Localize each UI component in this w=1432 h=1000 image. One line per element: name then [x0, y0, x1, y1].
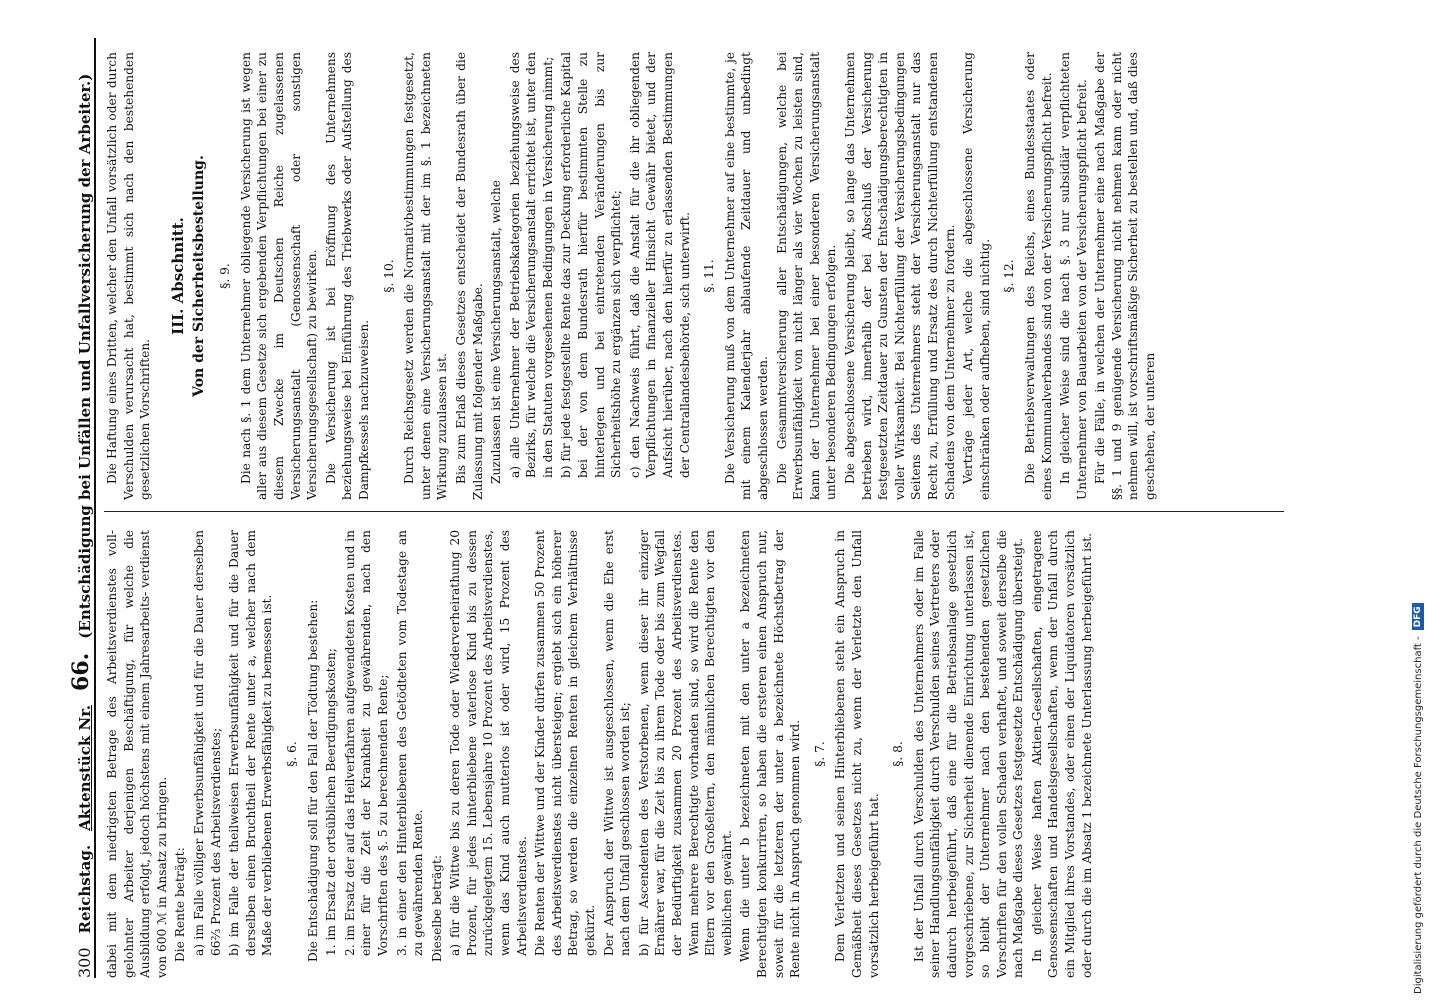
dfg-logo: DFG: [1412, 603, 1424, 630]
paragraph-number: §. 7.: [812, 741, 827, 767]
list-item: b) für jede festgestellte Rente das zur Deckung erforderliche Kapital bei der von dem Bundesrath hierfür bestimmten Stelle zu hinterlegen und bei eintretenden Veränderungen bis zur Sicherheitshöhe zu ergänzen sich verpflichtet;: [559, 52, 624, 478]
list-item: 2. im Ersatz der auf das Heilverfahren aufgewendeten Kosten und in einer für die Zeit der Krankheit zu gewährenden, nach den Vorschriften des §. 5 zu berechnenden Rente;: [342, 530, 390, 956]
document-title: (Entschädigung bei Unfällen und Unfallversicherung der Arbeiter.): [76, 73, 94, 639]
paragraph: Die nach §. 1 dem Unternehmer obliegende Versicherung ist wegen aller aus diesem Gesetze sich ergebenden Verpflichtungen bei einer zu diesem Zwecke im Deutschen Reiche zugelassenen Versicherungsanstalt (Genossenschaft oder sonstigen Versicherungsgesellschaft) zu bewirken.: [238, 52, 320, 500]
page-number: 300: [75, 947, 94, 978]
digitization-credit: [1412, 603, 1424, 994]
paragraph-number: §. 8.: [891, 741, 906, 767]
annex-label: Aktenstück Nr.: [76, 704, 94, 831]
paragraph: dabei mit dem niedrigsten Betrage des Arbeitsverdienstes voll- gelohnter Arbeiter derjenigen Beschäftigung, für welche die Ausbildung erfolgt, jedoch höchstens mit einem Jahresarbeits- verdienst von 600 ℳ in Ansatz zu bringen.: [105, 530, 169, 978]
list-item: b) für Ascendenten des Verstorbenen, wenn dieser ihr einziger Ernährer war, für die Zeit bis zu ihrem Tode oder bis zum Wegfall der Bedürftigkeit zusammen 20 Prozent des Arbeitsverdienstes. Wenn mehrere Berechtigte vorhanden sind, so wird die Rente den Eltern vor den Großeltern, den männlichen Berechtigten vor den weiblichen gewährt.: [636, 530, 734, 956]
paragraph: Die Rente beträgt:: [173, 847, 188, 962]
paragraph: Zuzulassen ist eine Versicherungsanstalt, welche: [489, 179, 504, 484]
paragraph-number: §. 6.: [284, 741, 299, 767]
paragraph: In gleicher Weise haften Aktien-Gesellschaften, eingetragene Genossenschaften und Handelsgesellschaften, wenn der Unfall durch ein Mitglied ihres Vorstandes, oder einen der Liquidatoren vorsätzlich oder durch die im Absatz 1 bezeichnete Unterlassung herbeigeführt ist.: [1029, 530, 1094, 978]
paragraph: Verträge jeder Art, welche die abgeschlossene Versicherung einschränken oder aufheben, sind nichtig.: [961, 52, 992, 500]
list-item: a) alle Unternehmer der Betriebskategorien beziehungsweise des Bezirks, für welche die Versicherungsanstalt errichtet ist, unter den in den Statuten vorgesehenen Bedingungen in Versicherung nimmt;: [507, 52, 555, 478]
paragraph: Die Versicherung ist bei Eröffnung des Unternehmens beziehungsweise bei Einführung des Triebwerks oder Aufstellung des Dampfkessels nachzuweisen.: [323, 52, 371, 500]
paragraph: Bis zum Erlaß dieses Gesetzes entscheidet der Bundesrath über die Zulassung mit folgender Maßgabe.: [453, 52, 485, 500]
section-heading: III. Abschnitt.: [168, 217, 187, 335]
paragraph: Ist der Unfall durch Verschulden des Unternehmers oder im Falle seiner Handlungsunfähigkeit durch Verschulden seines Vertreters oder dadurch herbeigeführt, daß eine für die Betriebsanlage gesetzlich vorgeschriebene, zur Sicherheit dienende Einrichtung unterlassen ist, so bleibt der Unternehmer nach den bestehenden gesetzlichen Vorschriften für den vollen Schaden verhaftet, und soweit derselbe die nach Maßgabe dieses Gesetzes festgesetzte Entschädigung übersteigt.: [911, 530, 1026, 978]
list-item: a) im Falle völliger Erwerbsunfähigkeit und für die Dauer derselben 66⅔ Prozent des Arbeitsverdienstes;: [191, 530, 223, 956]
paragraph: Die Entschädigung soll für den Fall der Tödtung bestehen:: [305, 599, 320, 962]
list-item: c) den Nachweis führt, daß die Anstalt für die ihr obliegenden Verpflichtungen in finanzieller Hinsicht Gewähr bietet, und der Aufsicht hierüber, nach den hierfür zu erlassenden Bestimmungen der Centrallandesbehörde, sich unterwirft.: [627, 52, 692, 478]
paragraph: Durch Reichsgesetz werden die Normativbestimmungen festgesetzt, unter denen eine Versicherungsanstalt mit der im §. 1 bezeichneten Wirkung zuzulassen ist.: [402, 52, 450, 500]
section-title: Von der Sicherheitsbestellung.: [191, 155, 208, 397]
paragraph: Die Gesammtversicherung aller Entschädigungen, welche bei Erwerbsunfähigkeit von nicht länger als vier Wochen zu leisten sind, kann der Unternehmer bei einer besonderen Versicherungsanstalt unter besonderen Bedingungen erfolgen.: [774, 52, 839, 500]
credit-text: Digitalisierung gefördert durch die Deutsche Forschungsgemeinschaft -: [1412, 636, 1424, 994]
paragraph: Die Betriebsverwaltungen des Reichs, eines Bundesstaates oder eines Kommunalverbandes sind von der Versicherungspflicht befreit.: [1022, 52, 1054, 500]
list-item: Der Anspruch der Wittwe ist ausgeschlossen, wenn die Ehe erst nach dem Unfall geschlossen worden ist;: [601, 530, 633, 956]
paragraph: Für die Fälle, in welchen der Unternehmer eine nach Maßgabe der §§. 1 und 9 genügende Versicherung nicht nehmen kann oder nicht nehmen will, ist vorschriftsmäßige Sicherheit zu bestellen und, daß dies geschehen, der unteren: [1093, 52, 1158, 500]
page-header: [58, 38, 96, 978]
left-column: [104, 530, 1284, 978]
right-column: [104, 52, 1284, 500]
paragraph: In gleicher Weise sind die nach §. 3 nur subsidiär verpflichteten Unternehmer von Bauarbeiten von der Versicherungspflicht befreit.: [1058, 52, 1089, 500]
publication-name: Reichstag.: [76, 844, 94, 934]
paragraph-number: §. 11.: [702, 259, 717, 293]
list-item: a) für die Wittwe bis zu deren Tode oder Wiederverheirathung 20 Prozent, für jedes hinterbliebene vaterlose Kind bis zu dessen zurückgelegtem 15. Lebensjahre 10 Prozent des Arbeitsverdienstes, wenn das Kind auch mutterlos ist oder wird, 15 Prozent des Arbeitsverdienstes.: [448, 530, 529, 956]
paragraph-number: §. 12.: [1002, 259, 1017, 293]
column-divider: [104, 511, 1284, 512]
paragraph: Die abgeschlossene Versicherung bleibt, so lange das Unternehmen betrieben wird, innerhalb der bei Abschluß der Versicherung festgesetzten Zeitdauer zu Gunsten der Entschädigungsberechtigten in voller Wirksamkeit. Bei Nichterfüllung der Versicherungsbedingungen Seitens des Unternehmers steht der Versicherungsanstalt nur das Recht zu, Erfüllung und Ersatz des durch Nichterfüllung entstandenen Schadens von dem Unternehmer zu fordern.: [842, 52, 957, 500]
paragraph-number: §. 9.: [218, 263, 233, 289]
paragraph-number: §. 10.: [381, 259, 396, 293]
paragraph: Dem Verletzten und seinen Hinterbliebenen steht ein Anspruch in Gemäßheit dieses Gesetzes nicht zu, wenn der Verletzte den Unfall vorsätzlich herbeigeführt hat.: [833, 530, 881, 978]
paragraph: Die Versicherung muß von dem Unternehmer auf eine bestimmte, je mit einem Kalenderjahr ablaufende Zeitdauer und unbedingt abgeschlossen werden.: [722, 52, 771, 500]
paragraph: Wenn die unter b bezeichneten mit den unter a bezeichneten Berechtigten konkurriren, so haben die ersteren einen Anspruch nur, soweit für die letzteren der unter a bezeichnete Höchstbetrag der Rente nicht in Anspruch genommen wird.: [738, 530, 803, 978]
list-item: b) im Falle der theilweisen Erwerbsunfähigkeit und für die Dauer derselben einen Bruchtheil der Rente unter a, welcher nach dem Maße der verbliebenen Erwerbsfähigkeit zu bemessen ist.: [227, 530, 275, 956]
paragraph: Die Haftung eines Dritten, welcher den Unfall vorsätzlich oder durch Verschulden verursacht hat, bestimmt sich nach den bestehenden gesetzlichen Vorschriften.: [105, 52, 153, 500]
list-item: Die Renten der Wittwe und der Kinder dürfen zusammen 50 Prozent des Arbeitsverdienstes nicht übersteigen; ergiebt sich ein höherer Betrag, so werden die einzelnen Renten in gleichem Verhältnisse gekürzt.: [533, 530, 598, 956]
list-item: 3. in einer den Hinterbliebenen des Getödteten vom Todestage an zu gewährenden Rente.: [394, 530, 426, 956]
annex-number: 66.: [68, 652, 94, 691]
paragraph: Dieselbe beträgt:: [429, 855, 444, 962]
list-item: 1. im Ersatz der ortsüblichen Beerdigungskosten;: [324, 648, 339, 956]
